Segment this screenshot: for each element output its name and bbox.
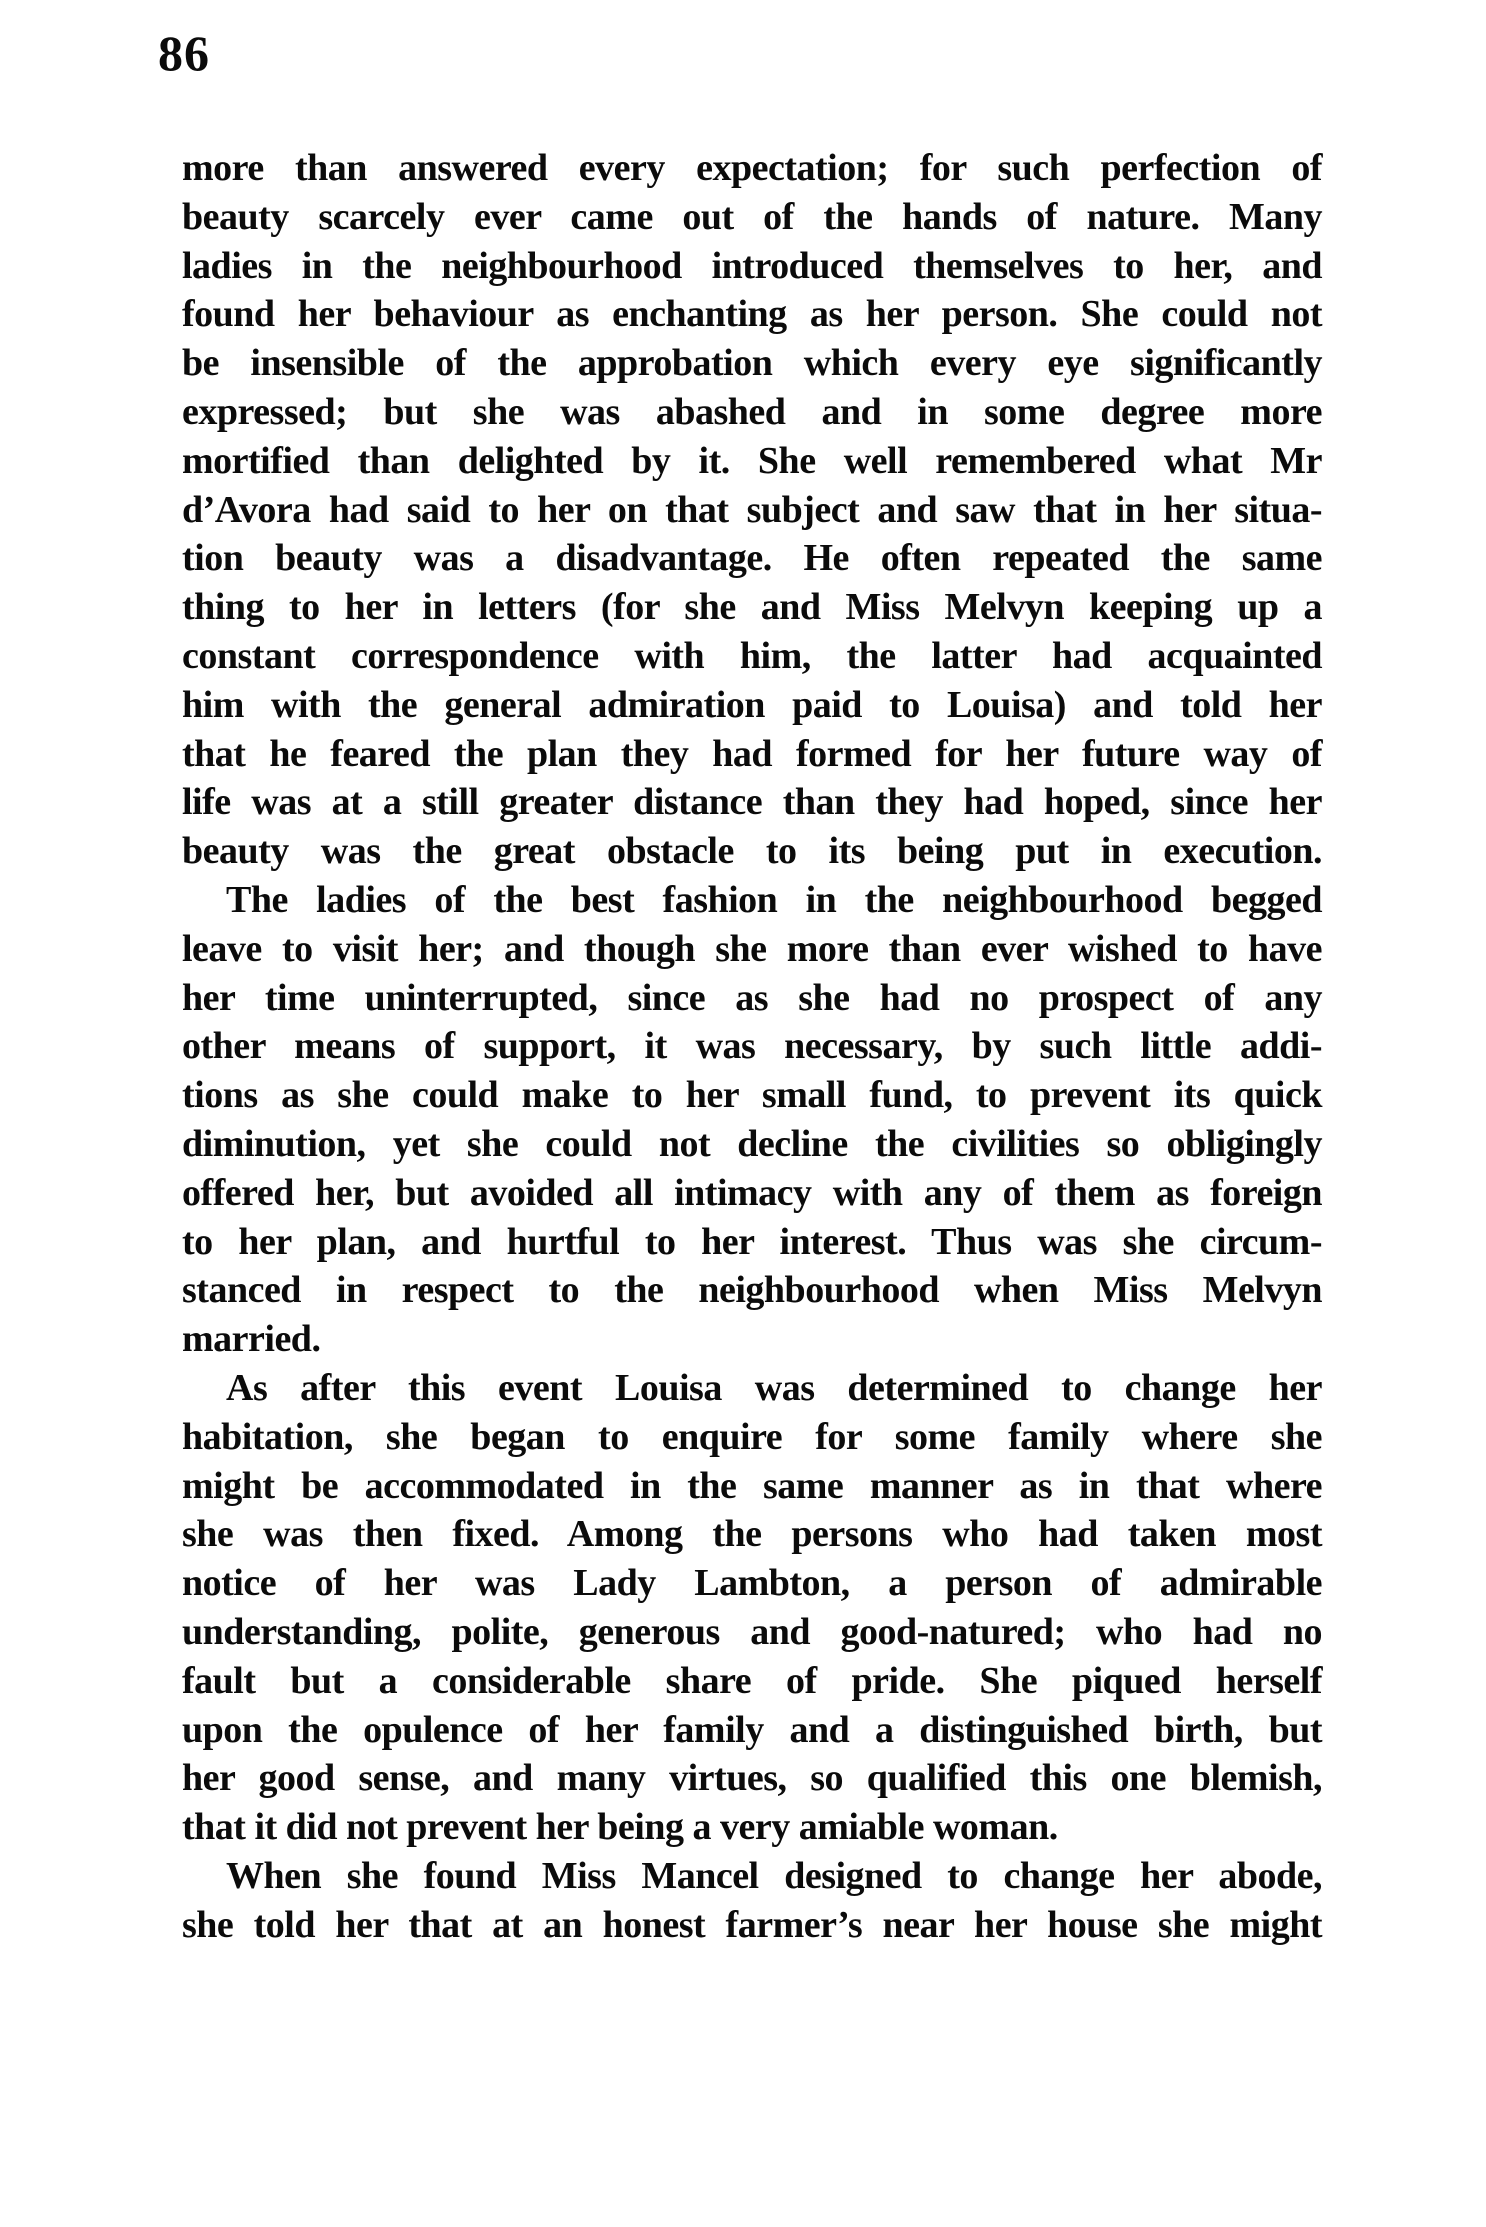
text-line: upon the opulence of her family and a distinguished birth, but (182, 1708, 1322, 1751)
text-line: expressed; but she was abashed and in some degree more (182, 390, 1322, 433)
text-line: fault but a considerable share of pride. She piqued herself (182, 1659, 1322, 1702)
text-line: stanced in respect to the neighbourhood when Miss Melvyn (182, 1269, 1322, 1312)
text-line: found her behaviour as enchanting as her person. She could not (182, 293, 1322, 336)
body-text (182, 144, 1322, 1949)
text-line: understanding, polite, generous and good-natured; who had no (182, 1610, 1322, 1653)
text-line: mortified than delighted by it. She well remembered what Mr (182, 439, 1322, 482)
text-line: that he feared the plan they had formed for her future way of (182, 732, 1322, 775)
text-line: she was then fixed. Among the persons who had taken most (182, 1513, 1322, 1556)
text-line: offered her, but avoided all intimacy with any of them as foreign (182, 1171, 1322, 1214)
text-line: constant correspondence with him, the latter had acquainted (182, 634, 1322, 677)
text-line: As after this event Louisa was determined to change her (226, 1366, 1322, 1409)
text-line: notice of her was Lady Lambton, a person of admirable (182, 1562, 1322, 1605)
text-line: d’Avora had said to her on that subject and saw that in her situa- (182, 488, 1322, 531)
text-line: to her plan, and hurtful to her interest. Thus was she circum- (182, 1220, 1322, 1263)
page-number: 86 (158, 25, 210, 81)
text-line: she told her that at an honest farmer’s near her house she might (182, 1903, 1322, 1946)
text-line: more than answered every expectation; for such perfection of (182, 147, 1322, 189)
text-line: diminution, yet she could not decline the civilities so obligingly (182, 1122, 1322, 1165)
paragraph (182, 1364, 1322, 1852)
text-line: married. (182, 1318, 321, 1361)
text-line: tion beauty was a disadvantage. He often repeated the same (182, 537, 1322, 580)
text-line: The ladies of the best fashion in the neighbourhood begged (226, 878, 1322, 921)
text-line: beauty scarcely ever came out of the hands of nature. Many (182, 195, 1322, 238)
text-line: beauty was the great obstacle to its being put in execution. (182, 830, 1322, 873)
text-line: be insensible of the approbation which every eye significantly (182, 342, 1322, 385)
text-line: When she found Miss Mancel designed to change her abode, (226, 1854, 1322, 1897)
text-line: her good sense, and many virtues, so qualified this one blemish, (182, 1757, 1322, 1800)
text-line: life was at a still greater distance than they had hoped, since her (182, 781, 1322, 824)
text-line: her time uninterrupted, since as she had no prospect of any (182, 976, 1322, 1019)
text-line: leave to visit her; and though she more than ever wished to have (182, 927, 1322, 970)
text-line: might be accommodated in the same manner as in that where (182, 1464, 1322, 1507)
paragraph (182, 144, 1322, 876)
text-line: other means of support, it was necessary, by such little addi- (182, 1025, 1322, 1068)
paragraph (182, 1852, 1322, 1950)
text-line: habitation, she began to enquire for some family where she (182, 1415, 1322, 1458)
text-line: ladies in the neighbourhood introduced themselves to her, and (182, 244, 1322, 287)
paragraph (182, 876, 1322, 1364)
text-line: that it did not prevent her being a very amiable woman. (182, 1806, 1058, 1849)
text-line: him with the general admiration paid to Louisa) and told her (182, 683, 1322, 726)
text-line: tions as she could make to her small fund, to prevent its quick (182, 1074, 1322, 1117)
text-line: thing to her in letters (for she and Miss Melvyn keeping up a (182, 586, 1322, 629)
